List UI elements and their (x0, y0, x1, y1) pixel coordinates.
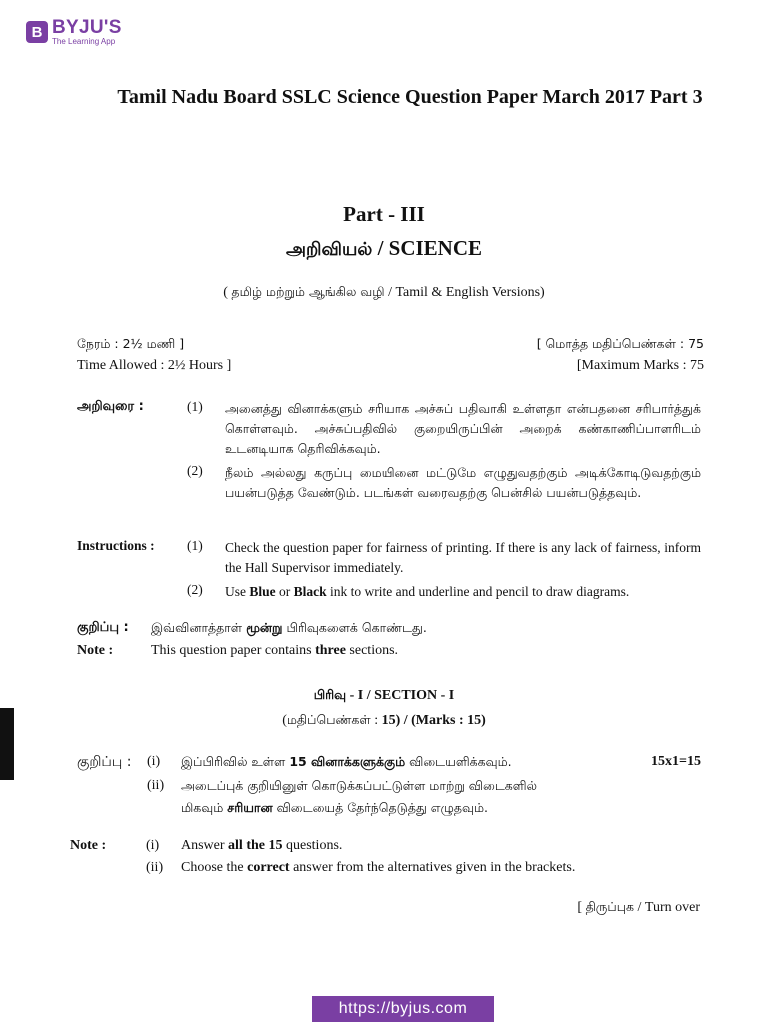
section-heading (0, 687, 768, 704)
item-text: இப்பிரிவில் உள்ள 15 வினாக்களுக்கும் விடையளிக்கவும். (181, 754, 512, 769)
footer-url-link[interactable]: https://byjus.com (312, 996, 494, 1022)
note-tamil-text: இவ்வினாத்தாள் மூன்று பிரிவுகளைக் கொண்டது. (151, 620, 427, 635)
subject-tamil: அறிவியல் (285, 239, 373, 260)
logo-mark-icon: B (26, 21, 48, 43)
section-note-label: Note : (70, 838, 107, 853)
time-allowed: Time Allowed : 2½ Hours ] (77, 358, 232, 373)
brand-tagline: The Learning App (52, 37, 116, 46)
note-text: This question paper contains three sections. (151, 643, 399, 658)
instructions-tamil-label: அறிவுரை : (77, 399, 144, 414)
item-number: (i) (147, 754, 161, 769)
item-number: (i) (146, 838, 160, 853)
note-tamil (77, 620, 717, 637)
maximum-marks: [Maximum Marks : 75 (576, 358, 704, 373)
section-tamil: பிரிவு (313, 687, 347, 702)
subject-title (0, 236, 768, 262)
score-formula: 15x1=15 (651, 754, 701, 769)
note-tamil-label: குறிப்பு : (77, 620, 129, 635)
item-text: அடைப்புக் குறியினுள் கொடுக்கப்பட்டுள்ள மாற்று விடைகளில் மிகவும் சரியான விடையைத் தேர்ந்தெடுத்து எழுதவும். (181, 778, 537, 815)
instruction-text: Check the question paper for fairness of printing. If there is any lack of fairness, inform the Hall Supervisor immediately. (225, 540, 701, 575)
meta-row-tamil (77, 336, 704, 353)
document-title: Tamil Nadu Board SSLC Science Question Paper March 2017 Part 3 (117, 86, 703, 108)
instruction-text: அனைத்து வினாக்களும் சரியாக அச்சுப் பதிவாகி உள்ளதா என்பதனை சரிபார்த்துக் கொள்ளவும். அச்சுப்பதிவில் குறையிருப்பின் அறைக் கண்காணிப்பாளரிடம் உடனடியாக தெரிவிக்கவும். (225, 401, 701, 456)
versions-open: ( (223, 285, 232, 300)
turn-over: [ திருப்புக / Turn over (577, 899, 700, 915)
instructions-english (77, 538, 701, 602)
section-marks: (மதிப்பெண்கள் : 15) / (Marks : 15) (282, 712, 486, 728)
note-english (77, 643, 717, 659)
note-label: Note : (77, 643, 114, 658)
instruction-text: Use Blue or Black ink to write and underline and pencil to draw diagrams. (225, 584, 630, 599)
subject-english: SCIENCE (388, 236, 483, 260)
versions-tamil: தமிழ் மற்றும் ஆங்கில வழி (231, 284, 385, 299)
meta-row-english (77, 358, 704, 374)
instructions-label: Instructions : (77, 538, 155, 553)
section-note-tamil (77, 751, 701, 819)
item-number: (ii) (146, 860, 164, 875)
item-text: Answer all the 15 questions. (181, 838, 343, 853)
brand-name: BYJU'S (52, 17, 122, 38)
section-note-label: குறிப்பு : (77, 754, 132, 770)
instruction-number: (1) (187, 399, 203, 414)
item-number: (ii) (147, 778, 165, 793)
instruction-number: (2) (187, 582, 203, 597)
instruction-number: (2) (187, 463, 203, 478)
time-tamil: நேரம் : 2½ மணி ] (77, 336, 185, 351)
instruction-number: (1) (187, 538, 203, 553)
section-english: - I / SECTION - I (346, 688, 455, 703)
scan-edge-mark (0, 708, 14, 780)
instruction-text: நீலம் அல்லது கருப்பு மையினை மட்டுமே எழுதுவதற்கும் அடிக்கோடிடுவதற்கும் பயன்படுத்த வேண்டும். படங்கள் வரைவதற்கு பென்சில் பயன்படுத்தவும். (225, 465, 701, 500)
part-title: Part - III (343, 202, 425, 226)
marks-tamil: [ மொத்த மதிப்பெண்கள் : 75 (536, 336, 704, 351)
instructions-tamil (77, 399, 701, 503)
section-note-english (70, 835, 710, 879)
versions-english: / Tamil & English Versions) (384, 285, 545, 300)
item-text: Choose the correct answer from the alternatives given in the brackets. (181, 860, 576, 875)
versions-line (0, 284, 768, 301)
byjus-logo[interactable] (26, 18, 122, 46)
subject-separator: / (372, 236, 389, 260)
